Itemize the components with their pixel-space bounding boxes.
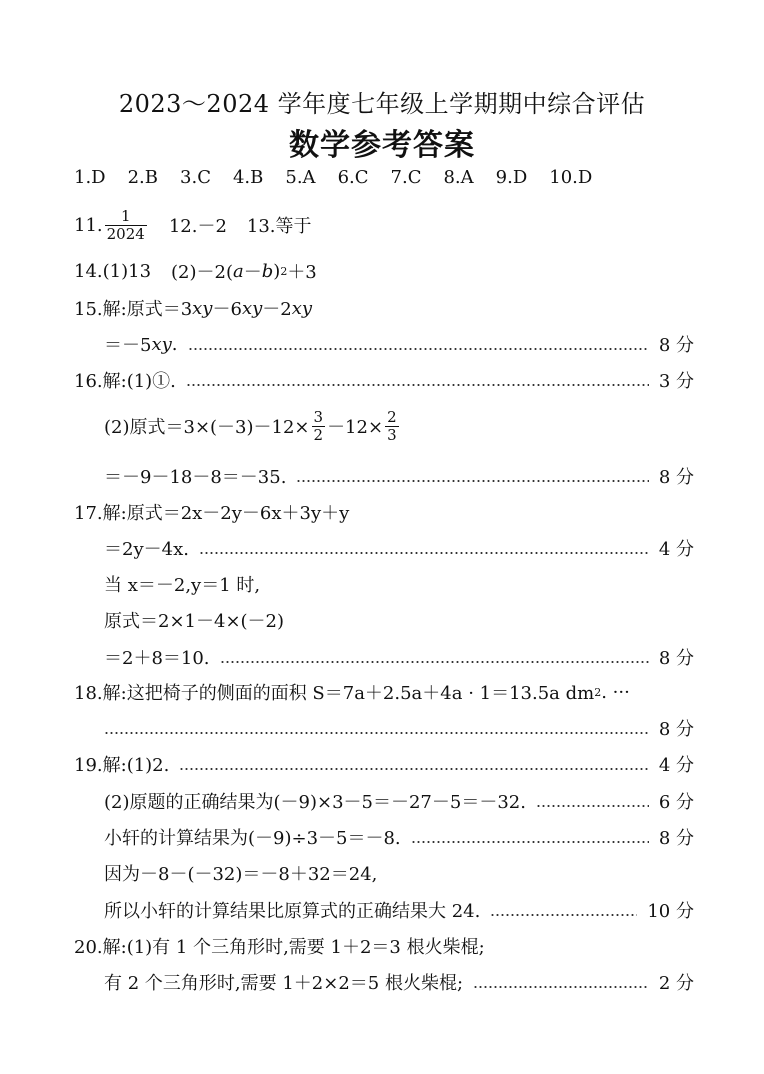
q20-line1 <box>74 931 694 961</box>
q18-l1-end: . ··· <box>601 681 630 703</box>
answer-1: 1.D <box>74 166 106 188</box>
q11-13-row <box>74 206 694 244</box>
answer-5: 5.A <box>285 166 316 188</box>
q11-denominator: 2024 <box>106 224 145 243</box>
q17-line5 <box>104 642 694 672</box>
q19-score4: 10 分 <box>647 901 694 922</box>
dot-leader <box>296 480 648 482</box>
q15-var: xy <box>241 297 263 319</box>
dot-leader <box>188 348 649 350</box>
answer-6: 6.C <box>337 166 369 188</box>
q16-score2: 8 分 <box>658 467 694 488</box>
q16-fraction1 <box>312 409 326 444</box>
q20-l1: 20.解:(1)有 1 个三角形时,需要 1＋2＝3 根火柴棍; <box>74 937 485 958</box>
dot-leader <box>220 661 649 663</box>
dot-leader <box>411 841 649 843</box>
dot-leader <box>104 732 649 734</box>
q19-score2: 6 分 <box>658 792 694 813</box>
dot-leader <box>199 552 649 554</box>
q17-line2 <box>104 533 694 563</box>
dot-leader <box>179 768 648 770</box>
q16-l2-mid: －12× <box>327 417 384 438</box>
q20-score: 2 分 <box>658 973 694 994</box>
answer-7: 7.C <box>390 166 422 188</box>
q15-var: xy <box>291 297 313 319</box>
q16-l3: ＝－9－18－8＝－35. <box>104 467 287 488</box>
q18-exponent: 2 <box>594 685 602 699</box>
q20-l2: 有 2 个三角形时,需要 1＋2×2＝5 根火柴棍; <box>104 973 464 994</box>
q15-score: 8 分 <box>658 335 694 356</box>
q15-l1-mid2: －2 <box>262 299 292 320</box>
q11-label: 11. <box>74 214 103 236</box>
q17-l2: ＝2y－4x. <box>104 539 189 560</box>
q14-exponent: 2 <box>280 264 288 278</box>
q19-line5 <box>104 895 694 925</box>
q19-l5: 所以小轩的计算结果比原算式的正确结果大 24. <box>104 901 481 922</box>
q19-line1 <box>74 749 694 779</box>
q15-l2-end: . <box>171 333 178 355</box>
q20-line2 <box>104 967 694 997</box>
q19-l1: 19.解:(1)2. <box>74 755 170 776</box>
q17-line1 <box>74 497 694 527</box>
q14-var-a: a <box>233 260 244 282</box>
q19-line2 <box>104 786 694 816</box>
q19-l2: (2)原题的正确结果为(－9)×3－5＝－27－5＝－32. <box>104 792 526 813</box>
q16-line1 <box>74 365 694 395</box>
q11-fraction <box>105 208 147 243</box>
q16-line3 <box>104 461 694 491</box>
q14-minus: － <box>243 262 262 283</box>
q17-score2: 8 分 <box>658 648 694 669</box>
answer-9: 9.D <box>495 166 528 188</box>
q17-l4: 原式＝2×1－4×(－2) <box>104 611 285 632</box>
answer-4: 4.B <box>232 166 264 188</box>
q18-line2 <box>104 713 694 743</box>
q17-l5: ＝2＋8＝10. <box>104 648 210 669</box>
q16-f2-num: 2 <box>387 407 397 426</box>
q15-l2: ＝－5 <box>104 335 152 356</box>
q17-line3 <box>104 569 694 599</box>
q14-row: 14.(1)13 (2)－2( a － b ) 2 ＋3 <box>74 256 694 286</box>
document-subtitle: 数学参考答案 <box>289 128 475 163</box>
dot-leader <box>186 384 649 386</box>
q19-l4: 因为－8－(－32)＝－8＋32＝24, <box>104 864 378 885</box>
document-title: 2023～2024 学年度七年级上学期期中综合评估 <box>118 90 646 118</box>
q16-line2 <box>104 406 694 446</box>
q14-tail: ＋3 <box>287 262 317 283</box>
q16-l1: 16.解:(1)①. <box>74 371 176 392</box>
q15-l1-mid1: －6 <box>212 299 242 320</box>
q18-score: 8 分 <box>658 719 694 740</box>
dot-leader <box>473 986 649 988</box>
q14-part1: 14.(1)13 <box>74 260 152 282</box>
dot-leader <box>490 914 637 916</box>
q12-answer: 12.－2 <box>168 216 227 237</box>
q16-fraction2 <box>385 409 399 444</box>
dot-leader <box>536 805 649 807</box>
q16-score1: 3 分 <box>658 371 694 392</box>
q14-var-b: b <box>261 260 274 282</box>
q17-l1: 17.解:原式＝2x－2y－6x＋3y＋y <box>74 503 350 524</box>
q19-line3 <box>104 822 694 852</box>
answer-2: 2.B <box>127 166 159 188</box>
q19-score3: 8 分 <box>658 828 694 849</box>
q11-numerator: 1 <box>120 206 131 225</box>
q16-f1-num: 3 <box>313 407 324 426</box>
q17-score1: 4 分 <box>658 539 694 560</box>
q14-part2: (2)－2( <box>171 262 234 283</box>
q19-score1: 4 分 <box>658 755 694 776</box>
q15-line2 <box>104 329 694 359</box>
q15-l1-pre: 15.解:原式＝3 <box>74 299 193 320</box>
q15-line1 <box>74 293 694 323</box>
q13-answer: 13.等于 <box>246 216 312 237</box>
answer-3: 3.C <box>180 166 211 188</box>
q16-l2-pre: (2)原式＝3×(－3)－12× <box>104 417 310 438</box>
q17-l3: 当 x＝－2,y＝1 时, <box>104 575 261 596</box>
q15-var: xy <box>151 333 172 355</box>
q17-line4 <box>104 605 694 635</box>
q16-f1-den: 2 <box>313 425 324 444</box>
q18-l1: 18.解:这把椅子的侧面的面积 S＝7a＋2.5a＋4a · 1＝13.5a dm <box>74 683 595 704</box>
mc-answers-row <box>74 162 694 192</box>
q15-var: xy <box>192 297 213 319</box>
answer-10: 10.D <box>549 166 593 188</box>
answer-8: 8.A <box>443 166 474 188</box>
q19-l3: 小轩的计算结果为(－9)÷3－5＝－8. <box>104 828 401 849</box>
q18-line1 <box>74 677 694 707</box>
q16-f2-den: 3 <box>387 425 397 444</box>
q19-line4 <box>104 858 694 888</box>
